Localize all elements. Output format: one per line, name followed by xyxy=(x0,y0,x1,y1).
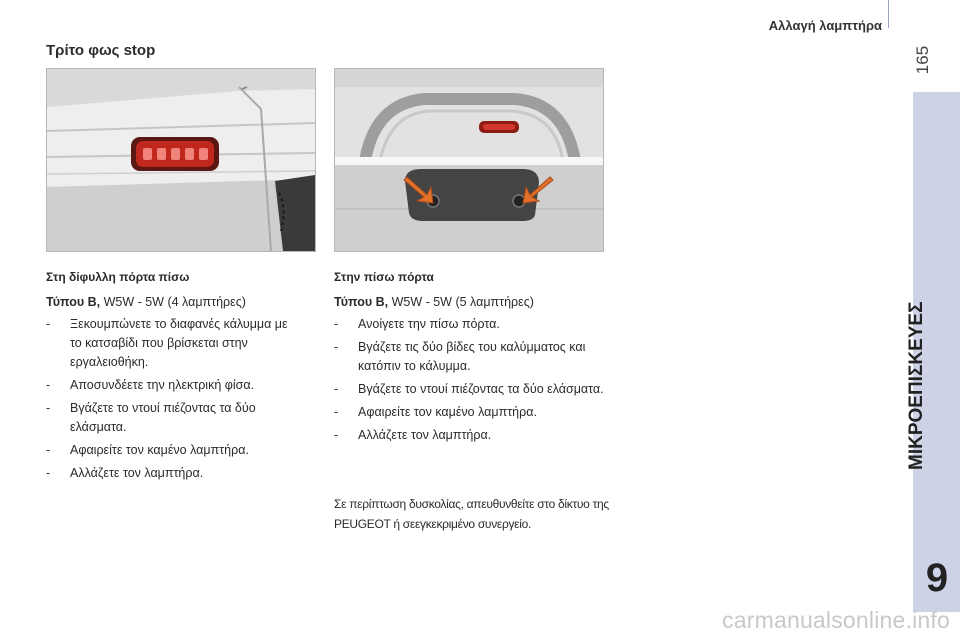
step-text: Αλλάζετε τον λαμπτήρα. xyxy=(70,466,204,480)
list-item: - Αλλάζετε τον λαμπτήρα. xyxy=(334,428,492,442)
step-text: Βγάζετε τις δύο βίδες του καλύμματος και κατόπιν το κάλυμμα. xyxy=(358,340,586,373)
left-instructions xyxy=(46,268,296,487)
right-bulb-type: Τύπου B, xyxy=(334,295,389,309)
left-bulb-spec xyxy=(46,293,296,312)
right-instructions xyxy=(334,268,614,449)
list-item: - Ανοίγετε την πίσω πόρτα. xyxy=(334,317,500,331)
page-number: 165 xyxy=(913,45,932,75)
list-item: - Ξεκουμπώνετε το διαφανές κάλυμμα με το κατσαβίδι που βρίσκεται στην εργαλειοθήκη. xyxy=(46,317,288,369)
right-bulb-spec-text: W5W - 5W (5 λαμπτήρες) xyxy=(388,295,534,309)
left-bulb-spec-text: W5W - 5W (4 λαμπτήρες) xyxy=(100,295,246,309)
watermark: carmanualsonline.info xyxy=(722,607,950,633)
list-item: - Αφαιρείτε τον καμένο λαμπτήρα. xyxy=(46,443,249,457)
illustration-double-door-brake-light xyxy=(46,68,316,252)
list-item: - Αλλάζετε τον λαμπτήρα. xyxy=(46,466,204,480)
header-divider xyxy=(888,0,889,28)
list-item: - Αφαιρείτε τον καμένο λαμπτήρα. xyxy=(334,405,537,419)
list-item: - Βγάζετε το ντουί πιέζοντας τα δύο ελάσματα. xyxy=(334,382,604,396)
step-text: Αφαιρείτε τον καμένο λαμπτήρα. xyxy=(70,443,249,457)
chapter-title: ΜΙΚΡΟΕΠΙΣΚΕΥΕΣ xyxy=(906,301,927,470)
illustration-tailgate-brake-light xyxy=(334,68,604,252)
left-heading: Στη δίφυλλη πόρτα πίσω xyxy=(46,270,190,284)
list-item: - Βγάζετε τις δύο βίδες του καλύμματος και κατόπιν το κάλυμμα. xyxy=(334,340,586,373)
step-text: Αποσυνδέετε την ηλεκτρική φίσα. xyxy=(70,378,255,392)
step-text: Βγάζετε το ντουί πιέζοντας τα δύο ελάσματα. xyxy=(358,382,604,396)
step-text: Αλλάζετε τον λαμπτήρα. xyxy=(358,428,492,442)
left-steps-list xyxy=(46,315,296,483)
list-item: - Αποσυνδέετε την ηλεκτρική φίσα. xyxy=(46,378,255,392)
list-item: - Βγάζετε το ντουί πιέζοντας τα δύο ελάσματα. xyxy=(46,401,256,434)
section-title: Τρίτο φως stop xyxy=(46,42,156,59)
step-text: Βγάζετε το ντουί πιέζοντας τα δύο ελάσματα. xyxy=(70,401,256,434)
right-steps-list xyxy=(334,315,614,445)
step-text: Ξεκουμπώνετε το διαφανές κάλυμμα με το κατσαβίδι που βρίσκεται στην εργαλειοθήκη. xyxy=(70,317,288,369)
chapter-number: 9 xyxy=(925,556,949,600)
right-heading: Στην πίσω πόρτα xyxy=(334,270,434,284)
header-title: Αλλαγή λαμπτήρα xyxy=(768,18,882,33)
left-bulb-type: Τύπου B, xyxy=(46,295,101,309)
step-text: Αφαιρείτε τον καμένο λαμπτήρα. xyxy=(358,405,537,419)
assistance-note: Σε περίπτωση δυσκολίας, απευθυνθείτε στο δίκτυο της PEUGEOT ή σεεγκεκριμένο συνεργείο. xyxy=(334,497,609,531)
step-text: Ανοίγετε την πίσω πόρτα. xyxy=(358,317,500,331)
right-bulb-spec xyxy=(334,293,614,312)
